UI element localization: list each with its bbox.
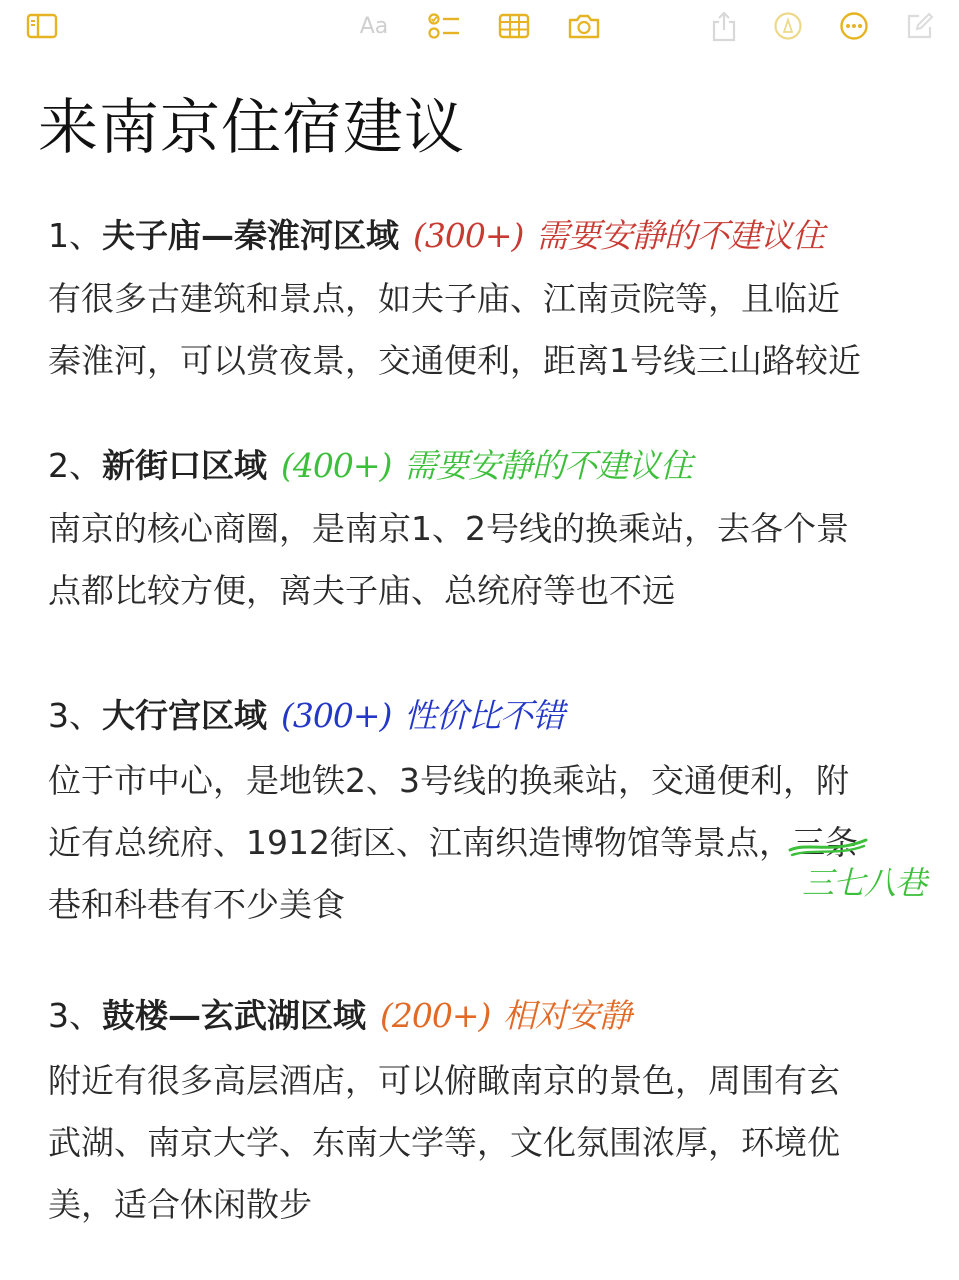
- section-body: [48, 498, 918, 622]
- checklist-icon[interactable]: [424, 8, 464, 44]
- handwritten-comment: 需要安静的不建议住: [535, 216, 824, 255]
- section-heading: [48, 994, 631, 1038]
- body-line: 武湖、南京大学、东南大学等，文化氛围浓厚，环境优: [48, 1123, 840, 1162]
- format-aa-icon[interactable]: Aa: [359, 13, 389, 39]
- note-title: 来南京住宿建议: [38, 93, 465, 163]
- body-line: 秦淮河，可以赏夜景，交通便利，距离1号线三山路较近: [48, 341, 861, 380]
- price-annotation: (300+): [413, 216, 524, 255]
- section-number: 1、: [48, 216, 102, 255]
- struck-text-label: 三条: [791, 823, 858, 862]
- section-body: [48, 268, 918, 392]
- price-annotation: (400+): [281, 446, 392, 485]
- body-line: 南京的核心商圈，是南京1、2号线的换乘站，去各个景: [48, 509, 849, 548]
- body-line: 美，适合休闲散步: [48, 1185, 312, 1224]
- body-line: 位于市中心，是地铁2、3号线的换乘站，交通便利，附: [48, 761, 849, 800]
- section-heading: [48, 694, 564, 738]
- section-number: 2、: [48, 446, 102, 485]
- section-body: [48, 1050, 918, 1236]
- body-line: 点都比较方便，离夫子庙、总统府等也不远: [48, 571, 675, 610]
- sidebar-icon[interactable]: [24, 8, 60, 44]
- strikethrough-scribble: [788, 838, 868, 858]
- body-line: 巷和科巷有不少美食: [48, 885, 345, 924]
- section-heading: [48, 444, 692, 488]
- handwritten-comment: 需要安静的不建议住: [403, 446, 692, 485]
- section-body: [48, 750, 918, 936]
- section-heading: [48, 214, 824, 258]
- handwritten-comment: 性价比不错: [403, 696, 564, 735]
- price-annotation: (200+): [380, 996, 491, 1035]
- area-name: 夫子庙—秦淮河区域: [102, 216, 399, 255]
- camera-icon[interactable]: [564, 8, 604, 44]
- section-number: 3、: [48, 696, 102, 735]
- more-icon[interactable]: [836, 8, 872, 44]
- body-line: 有很多古建筑和景点，如夫子庙、江南贡院等，且临近: [48, 279, 840, 318]
- share-icon[interactable]: [706, 8, 742, 44]
- handwritten-correction: 三七八巷: [802, 864, 927, 902]
- compose-icon[interactable]: [902, 8, 938, 44]
- body-line: 附近有很多高层酒店，可以俯瞰南京的景色，周围有玄: [48, 1061, 840, 1100]
- body-line-text: 近有总统府、1912街区、江南织造博物馆等景点，: [48, 823, 792, 862]
- area-name: 大行宫区域: [102, 696, 267, 735]
- area-name: 新街口区域: [102, 446, 267, 485]
- markup-pen-icon[interactable]: [770, 8, 806, 44]
- price-annotation: (300+): [281, 696, 392, 735]
- notes-toolbar: [0, 0, 959, 56]
- body-line: [48, 812, 918, 874]
- handwritten-comment: 相对安静: [502, 996, 631, 1035]
- table-icon[interactable]: [494, 8, 534, 44]
- section-number: 3、: [48, 996, 102, 1035]
- area-name: 鼓楼—玄武湖区域: [102, 996, 366, 1035]
